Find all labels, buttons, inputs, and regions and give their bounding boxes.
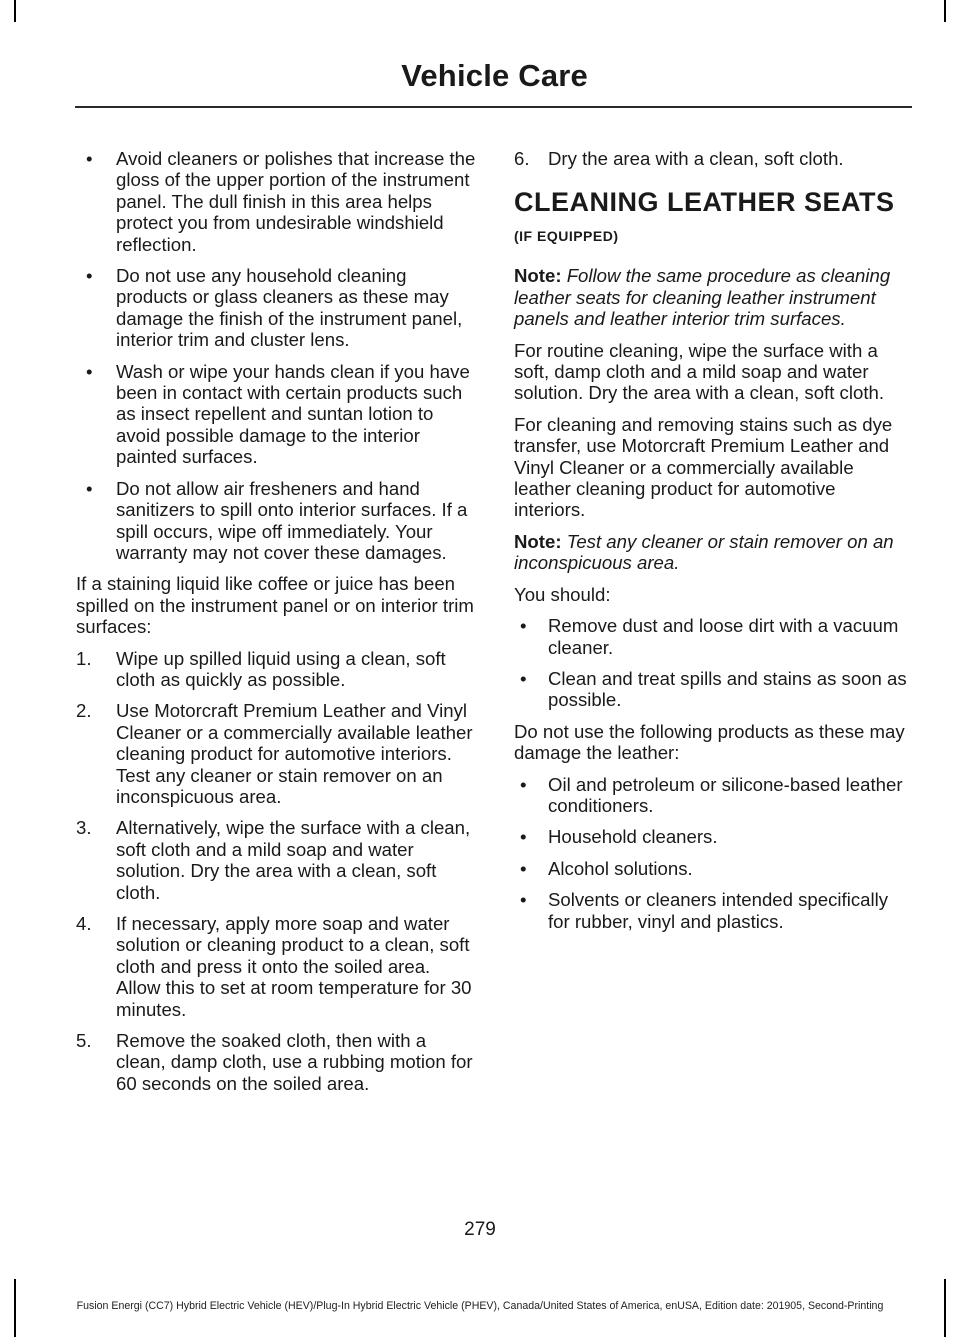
note-text: Test any cleaner or stain remover on an inconspicuous area. bbox=[514, 530, 894, 574]
step-text: Remove the soaked cloth, then with a clean, damp cloth, use a rubbing motion for 60 seconds on the soiled area. bbox=[116, 1030, 473, 1094]
list-item bbox=[514, 148, 910, 169]
list-item bbox=[76, 817, 478, 903]
note-leather-panels bbox=[514, 265, 910, 329]
list-item bbox=[76, 700, 478, 807]
step-text: Wipe up spilled liquid using a clean, soft cloth as quickly as possible. bbox=[116, 647, 446, 690]
section-heading bbox=[514, 187, 910, 251]
routine-cleaning-paragraph: For routine cleaning, wipe the surface with a soft, damp cloth and a mild soap and water solution. Dry the area with a clean, soft cloth. bbox=[514, 339, 884, 404]
list-item bbox=[514, 826, 910, 847]
header-divider bbox=[75, 106, 912, 108]
page-number: 279 bbox=[464, 1219, 496, 1240]
list-item bbox=[514, 615, 910, 658]
bullet-text: Do not allow air fresheners and hand sanitizers to spill onto interior surfaces. If a spill occurs, wipe off immediately. Your warranty may not cover these damages. bbox=[116, 477, 468, 563]
bullet-text: Do not use any household cleaning products or glass cleaners as these may damage the finish of the instrument panel, interior trim and cluster lens. bbox=[116, 265, 463, 351]
step-text: Use Motorcraft Premium Leather and Vinyl Cleaner or a commercially available leather cleaning product for automotive interiors. Test any cleaner or stain remover on an inconspicuous area. bbox=[116, 700, 473, 807]
note-text: Follow the same procedure as cleaning leather seats for cleaning leather instrument panels and leather interior trim surfaces. bbox=[514, 265, 891, 330]
note-test-cleaner bbox=[514, 531, 910, 574]
section-heading-title: CLEANING LEATHER SEATS bbox=[514, 187, 895, 218]
step-number: 5. bbox=[76, 1030, 92, 1052]
note-label: Note: bbox=[514, 265, 562, 287]
stain-removal-paragraph: For cleaning and removing stains such as dye transfer, use Motorcraft Premium Leather and Vinyl Cleaner or a commercially available leather cleaning product for automotive interiors. bbox=[514, 413, 893, 521]
right-column bbox=[514, 148, 910, 942]
bullet-text: Oil and petroleum or silicone-based leather conditioners. bbox=[548, 773, 903, 816]
bullet-marker: • bbox=[86, 360, 93, 382]
bullet-marker: • bbox=[520, 826, 527, 848]
list-item bbox=[76, 1030, 478, 1094]
section-heading-suffix: (IF EQUIPPED) bbox=[514, 228, 619, 245]
bullet-text: Remove dust and loose dirt with a vacuum cleaner. bbox=[548, 615, 899, 658]
bullet-text: Alcohol solutions. bbox=[548, 857, 693, 879]
page-title: Vehicle Care bbox=[401, 58, 588, 93]
step-number: 4. bbox=[76, 913, 92, 934]
spill-intro: If a staining liquid like coffee or juice has been spilled on the instrument panel or on interior trim surfaces: bbox=[76, 573, 474, 638]
step-number: 3. bbox=[76, 817, 92, 839]
bullet-text: Solvents or cleaners intended specifically for rubber, vinyl and plastics. bbox=[548, 889, 889, 932]
bullet-marker: • bbox=[520, 615, 527, 637]
bullet-text: Clean and treat spills and stains as soon as possible. bbox=[548, 667, 907, 711]
list-item bbox=[514, 858, 910, 879]
step-text: Dry the area with a clean, soft cloth. bbox=[548, 148, 844, 169]
list-item bbox=[76, 913, 478, 1020]
should-intro: You should: bbox=[514, 583, 611, 605]
list-item bbox=[514, 774, 910, 817]
bullet-marker: • bbox=[86, 477, 93, 499]
note-label: Note: bbox=[514, 530, 562, 552]
list-item bbox=[514, 668, 910, 711]
list-item bbox=[76, 265, 478, 351]
step-text: If necessary, apply more soap and water solution or cleaning product to a clean, soft cloth and press it onto the soiled area. Allow this to set at room temperature for 30 minutes. bbox=[116, 913, 472, 1020]
footer-edition-info: Fusion Energi (CC7) Hybrid Electric Vehicle (HEV)/Plug-In Hybrid Electric Vehicle (PHEV), Canada/United States of America, enUSA, Edition date: 201905, Second-Printing bbox=[76, 1300, 884, 1312]
avoid-intro: Do not use the following products as these may damage the leather: bbox=[514, 720, 905, 764]
list-item bbox=[76, 361, 478, 468]
list-item bbox=[76, 478, 478, 564]
bullet-marker: • bbox=[86, 148, 93, 169]
bullet-text: Avoid cleaners or polishes that increase the gloss of the upper portion of the instrument panel. The dull finish in this area helps protect you from undesirable windshield reflection. bbox=[116, 148, 476, 255]
bullet-marker: • bbox=[520, 667, 527, 689]
step-text: Alternatively, wipe the surface with a clean, soft cloth and a mild soap and water solution. Dry the area with a clean, soft cloth. bbox=[116, 817, 471, 903]
step-number: 1. bbox=[76, 647, 92, 669]
list-item bbox=[514, 889, 910, 932]
left-column bbox=[76, 148, 478, 1104]
bullet-marker: • bbox=[86, 265, 93, 287]
list-item bbox=[76, 648, 478, 691]
step-number: 6. bbox=[514, 148, 530, 169]
bullet-marker: • bbox=[520, 857, 527, 879]
crop-mark-top-right bbox=[944, 0, 946, 22]
step-number: 2. bbox=[76, 700, 92, 722]
bullet-text: Wash or wipe your hands clean if you have been in contact with certain products such as insect repellent and suntan lotion to avoid possible damage to the interior painted surfaces. bbox=[116, 360, 470, 468]
bullet-text: Household cleaners. bbox=[548, 826, 718, 848]
bullet-marker: • bbox=[520, 773, 527, 795]
crop-mark-top-left bbox=[14, 0, 16, 22]
list-item bbox=[76, 148, 478, 255]
bullet-marker: • bbox=[520, 889, 527, 911]
